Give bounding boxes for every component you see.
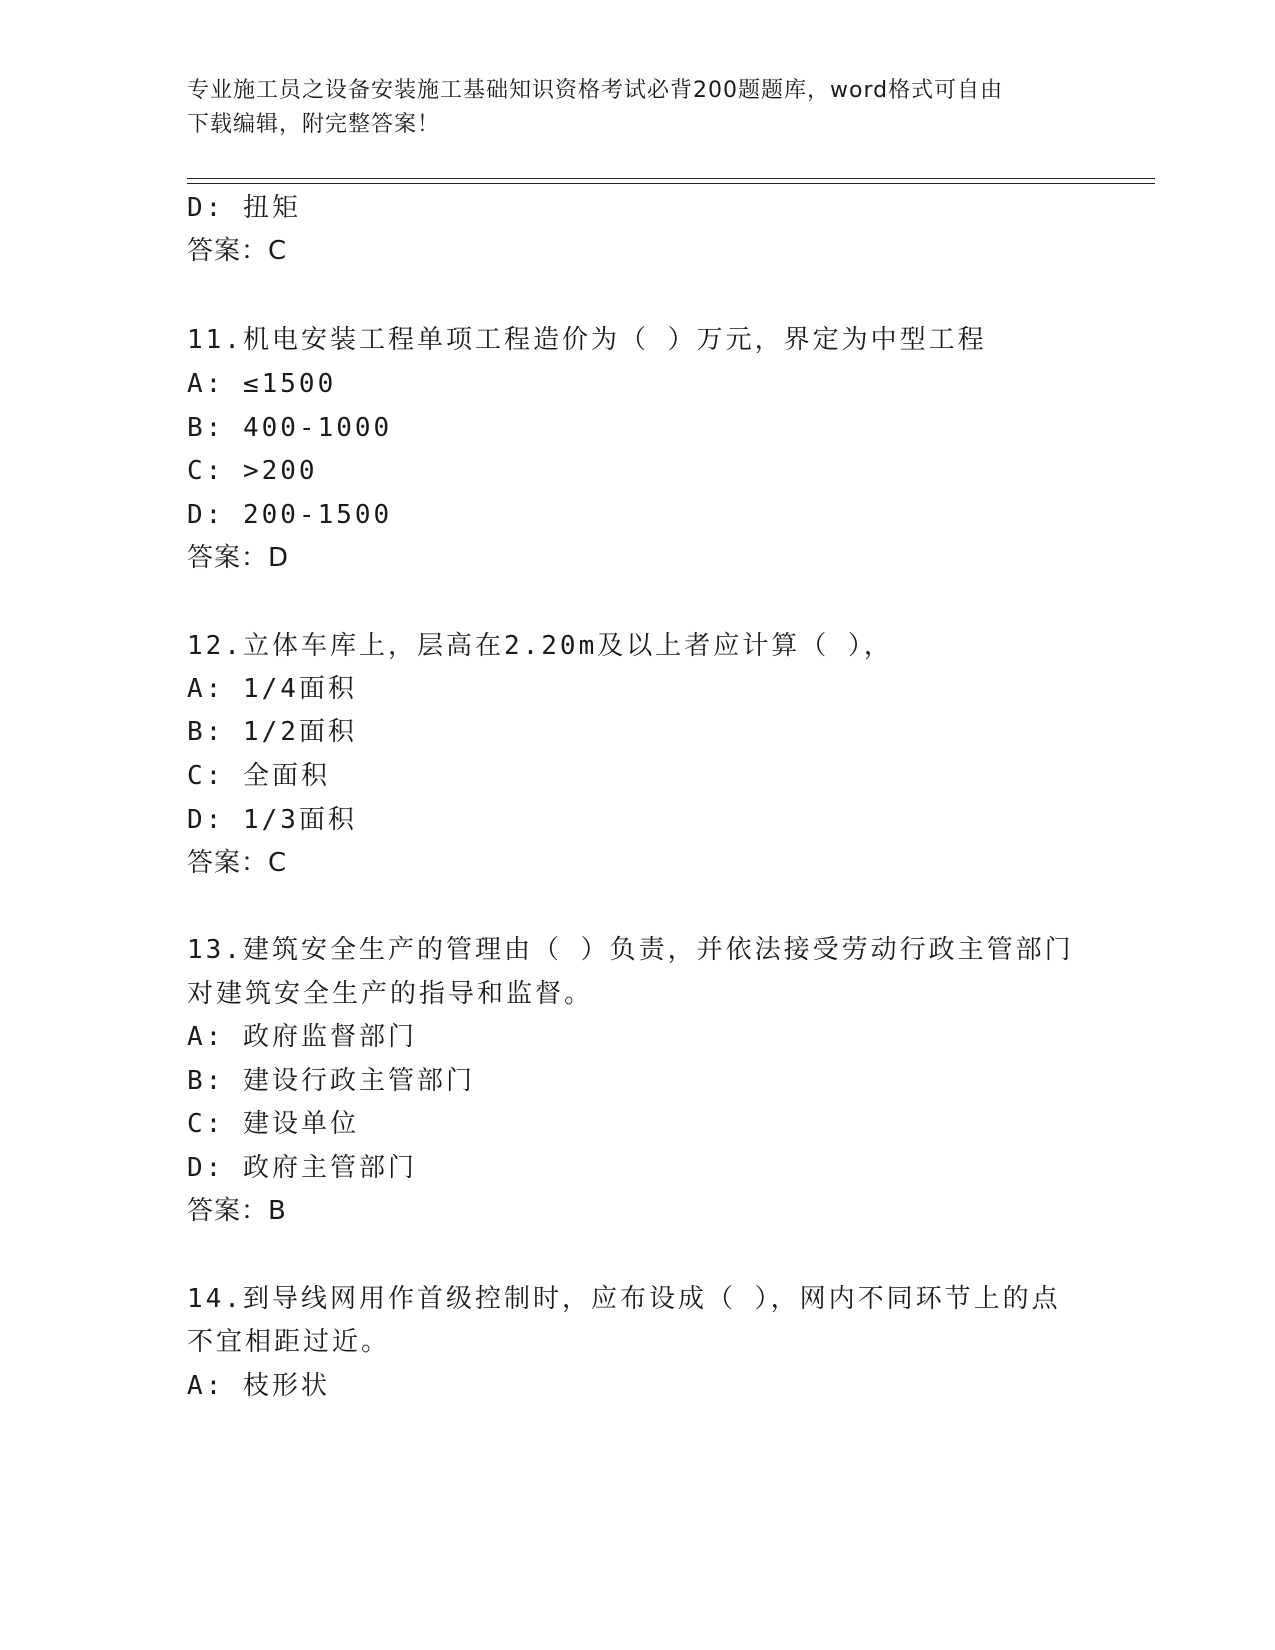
option-c: C: 建设单位 bbox=[187, 1109, 359, 1139]
answer: 答案：C bbox=[187, 848, 288, 878]
header-line-1: 专业施工员之设备安装施工基础知识资格考试必背200题题库，word格式可自由 bbox=[187, 78, 1004, 103]
answer: 答案：C bbox=[187, 236, 288, 266]
header-line-2: 下载编辑，附完整答案！ bbox=[187, 112, 441, 137]
header-divider bbox=[187, 178, 1155, 184]
answer: 答案：B bbox=[187, 1196, 287, 1226]
option-a: A: 1/4面积 bbox=[187, 674, 357, 704]
option-b: B: 400-1000 bbox=[187, 413, 393, 443]
option-b: B: 建设行政主管部门 bbox=[187, 1066, 475, 1096]
question-13-line-2: 对建筑安全生产的指导和监督。 bbox=[187, 979, 594, 1009]
option-a: A: 政府监督部门 bbox=[187, 1022, 417, 1052]
option-c: C: >200 bbox=[187, 456, 318, 486]
question-12: 12.立体车库上，层高在2.20m及以上者应计算（ ）， bbox=[187, 631, 893, 661]
option-c: C: 全面积 bbox=[187, 761, 330, 791]
option-d: D: 政府主管部门 bbox=[187, 1153, 417, 1183]
document-header bbox=[187, 74, 1067, 142]
option-a: A: 枝形状 bbox=[187, 1371, 330, 1401]
question-14-line-1: 14.到导线网用作首级控制时，应布设成（ ），网内不同环节上的点 bbox=[187, 1284, 1061, 1314]
option-d: D: 200-1500 bbox=[187, 500, 393, 530]
question-13-line-1: 13.建筑安全生产的管理由（ ）负责，并依法接受劳动行政主管部门 bbox=[187, 935, 1074, 965]
option-a: A: ≤1500 bbox=[187, 369, 337, 399]
option-d: D: 1/3面积 bbox=[187, 805, 357, 835]
option-d: D: 扭矩 bbox=[187, 193, 301, 223]
answer: 答案：D bbox=[187, 543, 290, 573]
question-11: 11.机电安装工程单项工程造价为（ ）万元，界定为中型工程 bbox=[187, 325, 987, 355]
option-b: B: 1/2面积 bbox=[187, 717, 357, 747]
question-14-line-2: 不宜相距过近。 bbox=[187, 1327, 391, 1357]
